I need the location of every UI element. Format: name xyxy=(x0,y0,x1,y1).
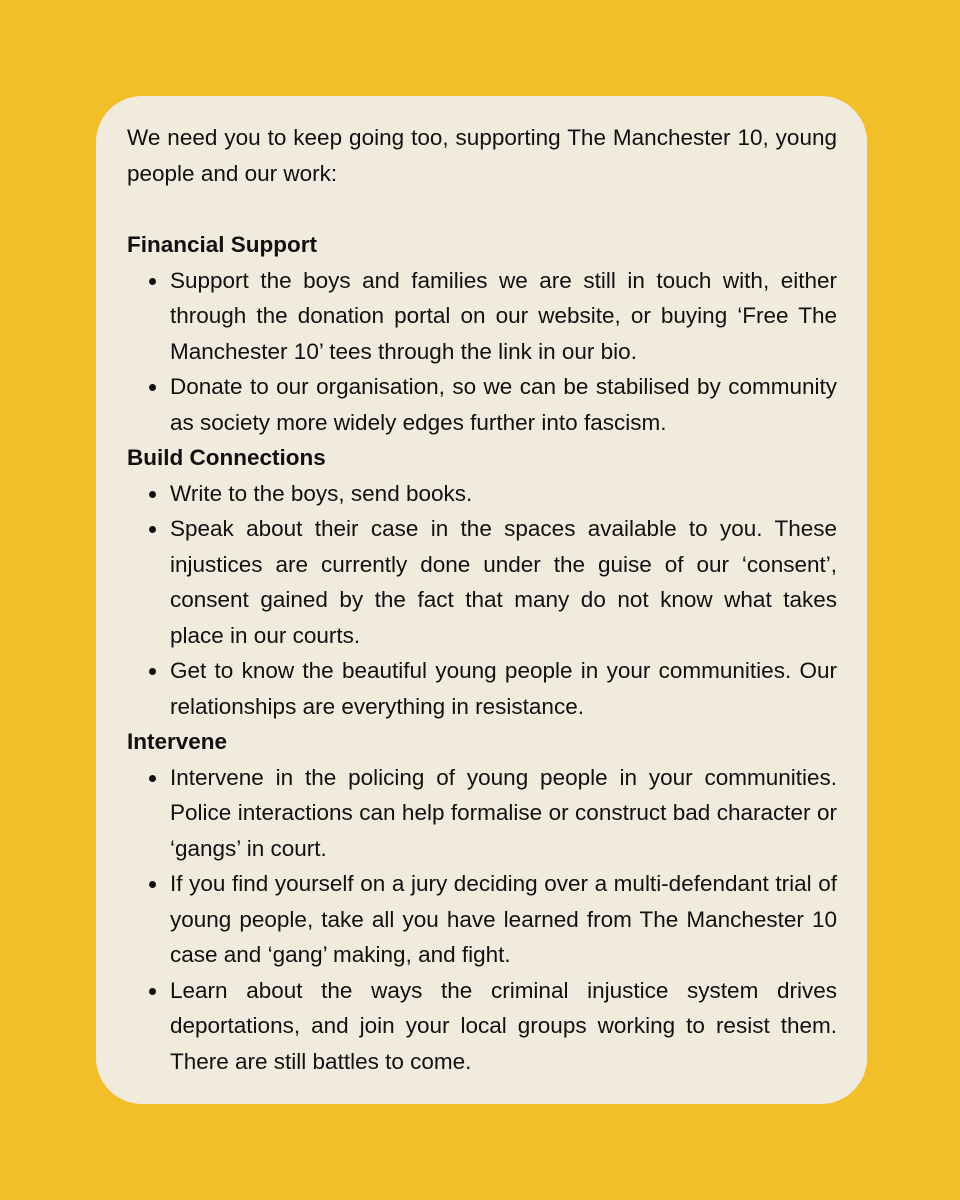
list-item xyxy=(127,760,837,867)
bullet-icon xyxy=(149,526,156,533)
list-item xyxy=(127,511,837,653)
card-content xyxy=(127,120,837,1079)
bullet-icon xyxy=(149,668,156,675)
section-title: Financial Support xyxy=(127,232,318,257)
bullet-icon xyxy=(149,278,156,285)
bullet-icon xyxy=(149,881,156,888)
section-financial-support xyxy=(127,227,837,440)
list-item xyxy=(127,263,837,370)
list-item xyxy=(127,369,837,440)
list-item xyxy=(127,866,837,973)
bullet-icon xyxy=(149,384,156,391)
list-item-text: Write to the boys, send books. xyxy=(170,480,473,506)
list-item xyxy=(127,476,837,512)
bullet-icon xyxy=(149,988,156,995)
bullet-list xyxy=(127,263,837,441)
list-item-text: If you find yourself on a jury deciding over a multi-defendant trial of young people, take all you have learned from The Manchester 10 case and ‘gang’ making, and fight. xyxy=(170,871,837,967)
list-item-text: Intervene in the policing of young people in your communities. Police interactions can help formalise or construct bad character or ‘gangs’ in court. xyxy=(170,764,837,861)
list-item-text: Speak about their case in the spaces available to you. These injustices are currently done under the guise of our ‘consent’, consent gained by the fact that many do not know what takes place in our courts. xyxy=(170,516,837,648)
list-item xyxy=(127,653,837,724)
bullet-icon xyxy=(149,775,156,782)
list-item-text: Support the boys and families we are still in touch with, either through the donation portal on our website, or buying ‘Free The Manchester 10’ tees through the link in our bio. xyxy=(170,267,837,364)
content-card xyxy=(96,96,867,1104)
list-item-text: Donate to our organisation, so we can be stabilised by community as society more widely edges further into fascism. xyxy=(170,374,837,435)
section-title: Build Connections xyxy=(127,445,326,470)
intro-text: We need you to keep going too, supporting The Manchester 10, young people and our work: xyxy=(127,125,837,186)
list-item xyxy=(127,973,837,1080)
list-item-text: Learn about the ways the criminal injustice system drives deportations, and join your local groups working to resist them. There are still battles to come. xyxy=(170,977,837,1074)
section-build-connections xyxy=(127,440,837,724)
list-item-text: Get to know the beautiful young people in your communities. Our relationships are everything in resistance. xyxy=(170,658,837,719)
bullet-icon xyxy=(149,491,156,498)
section-intervene xyxy=(127,724,837,1079)
bullet-list xyxy=(127,760,837,1080)
bullet-list xyxy=(127,476,837,725)
section-title: Intervene xyxy=(127,729,228,754)
